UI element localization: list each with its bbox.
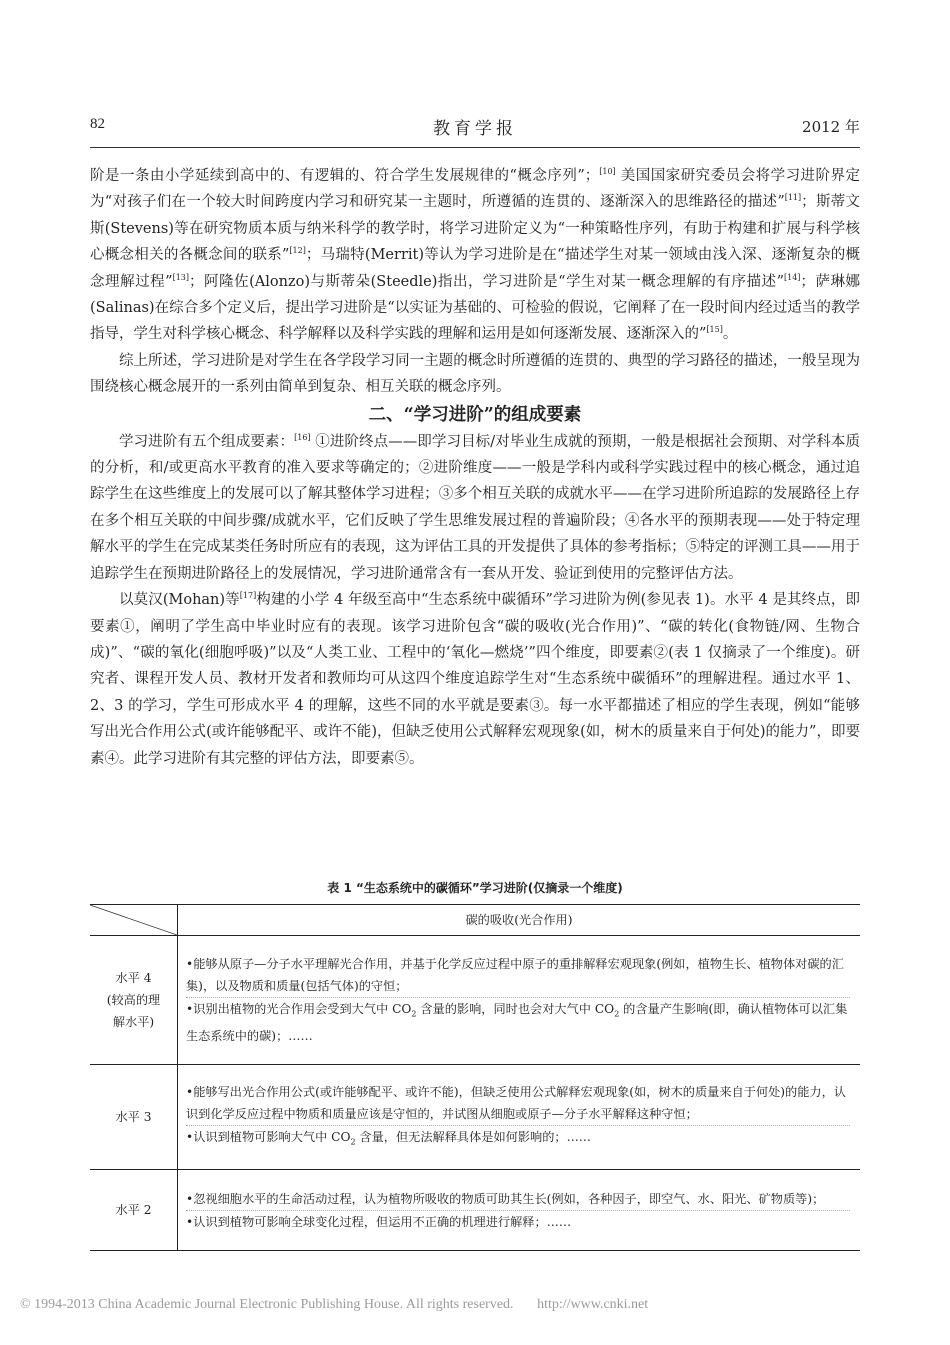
citation: [16] [294, 432, 311, 442]
paragraph: 综上所述，学习进阶是对学生在各学段学习同一主题的概念时所遵循的连贯的、典型的学习路径的描述，一般呈现为围绕核心概念展开的一系列由简单到复杂、相互关联的概念序列。 [90, 352, 860, 396]
copyright-notice [20, 1297, 940, 1313]
table-row [90, 1065, 860, 1170]
table-row [90, 936, 860, 1065]
paragraph: 学习进阶有五个组成要素：[16] ①进阶终点——即学习目标/对毕业生成就的预期，一般是根据社会预期、对学科本质的分析，和/或更高水平教育的准入要求等确定的；②进阶维度——一般是学科内或科学实践过程中的核心概念，通过追踪学生在这些维度上的发展可以了解其整体学习进程；③多个相互关联的成就水平——在学习进阶所追踪的发展路径上存在多个相互关联的中间步骤/成就水平，它们反映了学生思维发展过程的普遍阶段；④各水平的预期表现——处于特定理解水平的学生在完成某类任务时所应有的表现，这为评估工具的开发提供了具体的参考指标；⑤特定的评测工具——用于追踪学生在预期进阶路径上的发展情况，学习进阶通常含有一套从开发、验证到使用的完整评估方法。 [90, 432, 860, 582]
paragraph: 以莫汉(Mohan)等[17]构建的小学 4 年级至高中“生态系统中碳循环”学习进阶为例(参见表 1)。水平 4 是其终点，即要素①，阐明了学生高中毕业时应有的表现。该学习进阶包含“碳的吸收(光合作用)”、“碳的转化(食物链/网、生物合成)”、“碳的氧化(细胞呼吸)”以及“人类工业、工程中的‘氧化—燃烧’”四个维度，即要素②(表 1 仅摘录了一个维度)。研究者、课程开发人员、教材开发者和教师均可从这四个维度追踪学生对“生态系统中碳循环”的理解进程。通过水平 1、2、3 的学习，学生可形成水平 4 的理解，这些不同的水平就是要素③。每一水平都描述了相应的学生表现，例如“能够写出光合作用公式(或许能够配平、或许不能)，但缺乏使用公式解释宏观现象(如，树木的质量来自于何处)的能力”，即要素④。此学习进阶有其完整的评估方法，即要素⑤。 [90, 591, 860, 767]
table-header-row [90, 905, 860, 936]
bullet-item: •认识到植物可影响全球变化过程，但运用不正确的机理进行解释；…… [186, 1210, 850, 1233]
level-description [178, 1065, 861, 1170]
level-cell: 水平 2 [90, 1170, 178, 1251]
page-number: 82 [90, 116, 105, 132]
paragraph: 阶是一条由小学延续到高中的、有逻辑的、符合学生发展规律的“概念序列”；[10] 美国国家研究委员会将学习进阶界定为“对孩子们在一个较大时间跨度内学习和研究某一主题时，所遵循的连贯的、逐渐深入的思维路径的描述”[11]；斯蒂文斯(Stevens)等在研究物质本质与纳米科学的教学时，将学习进阶定义为“一种策略性序列，有助于构建和扩展与科学核心概念相关的各概念间的联系”[12]；马瑞特(Merrit)等认为学习进阶是在“描述学生对某一领域由浅入深、逐渐复杂的概念理解过程”[13]；阿隆佐(Alonzo)与斯蒂朵(Steedle)指出，学习进阶是“学生对某一概念理解的有序描述”[14]；萨琳娜(Salinas)在综合多个定义后，提出学习进阶是“以实证为基础的、可检验的假说，它阐释了在一段时间内经过适当的教学指导，学生对科学核心概念、科学解释以及科学实践的理解和运用是如何逐渐发展、逐渐深入的”[15]。 [90, 167, 861, 343]
table-row [90, 1170, 860, 1251]
citation: [10] [599, 167, 616, 176]
diagonal-header-cell [90, 905, 178, 936]
bullet-item: •忽视细胞水平的生命活动过程，认为植物所吸收的物质可助其生长(例如，各种因子，即空气、水、阳光、矿物质等)； [186, 1191, 825, 1206]
bullet-item: •能够写出光合作用公式(或许能够配平、或许不能)，但缺乏使用公式解释宏观现象(如，树木的质量来自于何处)的能力，认识到化学反应过程中物质和质量应该是守恒的，并试图从细胞或原子—分子水平解释这种守恒； [186, 1084, 846, 1121]
copyright-text: © 1994-2013 China Academic Journal Electronic Publishing House. All rights reserved. [20, 1297, 514, 1312]
progression-table [90, 904, 860, 1251]
citation: [13] [172, 272, 189, 282]
level-description [178, 1170, 861, 1251]
page-header [90, 116, 860, 140]
citation: [14] [783, 272, 801, 282]
bullet-item: •能够从原子—分子水平理解光合作用，并基于化学反应过程中原子的重排解释宏观现象(例如，植物生长、植物体对碳的汇集)，以及物质和质量(包括气体)的守恒； [186, 956, 844, 993]
level-cell: 水平 4 (较高的理 解水平) [90, 936, 178, 1065]
issue-year: 2012 年 [802, 118, 860, 136]
citation: [11] [784, 193, 802, 203]
level-description [178, 936, 861, 1065]
article-body [90, 163, 860, 772]
citation: [15] [706, 325, 723, 335]
diagonal-line [90, 905, 177, 935]
table-caption: 表 1 “生态系统中的碳循环”学习进阶(仅摘录一个维度) [327, 881, 623, 895]
citation: [17] [239, 591, 257, 601]
bullet-item: •认识到植物可影响大气中 $CO_2$ 含量，但无法解释具体是如何影响的；…… [186, 1125, 850, 1153]
dimension-header: 碳的吸收(光合作用) [178, 905, 861, 936]
level-cell: 水平 3 [90, 1065, 178, 1170]
bullet-item: •识别出植物的光合作用会受到大气中 $CO_2$ 含量的影响，同时也会对大气中 $CO_2$ 的含量产生影响(即，确认植物体可以汇集生态系统中的碳)；…… [186, 997, 850, 1047]
section-heading: 二、“学习进阶”的组成要素 [368, 404, 582, 425]
footer-url: http://www.cnki.net [537, 1297, 649, 1312]
header-rule [90, 147, 860, 148]
journal-title: 教育学报 [433, 119, 517, 139]
citation: [12] [289, 246, 306, 256]
